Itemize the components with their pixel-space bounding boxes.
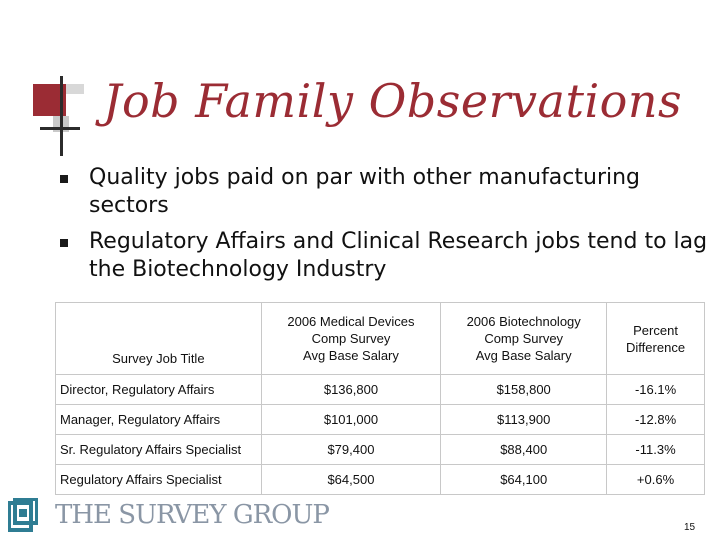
header-medical-devices-salary: 2006 Medical Devices Comp Survey Avg Base Salary bbox=[261, 303, 441, 375]
cell-job-title: Sr. Regulatory Affairs Specialist bbox=[56, 435, 262, 465]
title-deco-horizontal-line bbox=[40, 127, 80, 130]
cell-job-title: Manager, Regulatory Affairs bbox=[56, 405, 262, 435]
cell-bio-salary: $113,900 bbox=[441, 405, 607, 435]
square-bullet-icon bbox=[60, 175, 68, 183]
salary-comparison-table bbox=[55, 302, 705, 495]
cell-bio-salary: $158,800 bbox=[441, 375, 607, 405]
bullet-text: Quality jobs paid on par with other manufacturing sectors bbox=[89, 165, 641, 218]
cell-bio-salary: $88,400 bbox=[441, 435, 607, 465]
header-biotech-salary: 2006 Biotechnology Comp Survey Avg Base Salary bbox=[441, 303, 607, 375]
survey-group-logo bbox=[8, 498, 329, 534]
header-job-title: Survey Job Title bbox=[56, 303, 262, 375]
bullet-text: Regulatory Affairs and Clinical Research jobs tend to lag the Biotechnology Industry bbox=[89, 229, 708, 282]
cell-difference: +0.6% bbox=[607, 465, 705, 495]
table-row bbox=[56, 375, 705, 405]
cell-difference: -11.3% bbox=[607, 435, 705, 465]
cell-med-salary: $64,500 bbox=[261, 465, 441, 495]
title-deco-gray-bar bbox=[66, 84, 84, 94]
table-row bbox=[56, 405, 705, 435]
table-row bbox=[56, 465, 705, 495]
cell-difference: -16.1% bbox=[607, 375, 705, 405]
cell-med-salary: $136,800 bbox=[261, 375, 441, 405]
cell-difference: -12.8% bbox=[607, 405, 705, 435]
square-bullet-icon bbox=[60, 239, 68, 247]
cell-med-salary: $79,400 bbox=[261, 435, 441, 465]
bullet-item bbox=[60, 164, 710, 220]
cell-bio-salary: $64,100 bbox=[441, 465, 607, 495]
cell-job-title: Director, Regulatory Affairs bbox=[56, 375, 262, 405]
survey-group-logo-icon bbox=[8, 498, 38, 532]
table-row bbox=[56, 435, 705, 465]
logo-wordmark: THE SURVEY GROUP bbox=[55, 500, 329, 530]
cell-med-salary: $101,000 bbox=[261, 405, 441, 435]
slide-title: Job Family Observations bbox=[103, 74, 683, 128]
bullet-item bbox=[60, 228, 710, 284]
table-header-row bbox=[56, 303, 705, 375]
bullet-list bbox=[60, 164, 710, 292]
header-percent-difference: Percent Difference bbox=[607, 303, 705, 375]
cell-job-title: Regulatory Affairs Specialist bbox=[56, 465, 262, 495]
title-deco-vertical-line bbox=[60, 76, 63, 156]
page-number: 15 bbox=[684, 522, 696, 533]
